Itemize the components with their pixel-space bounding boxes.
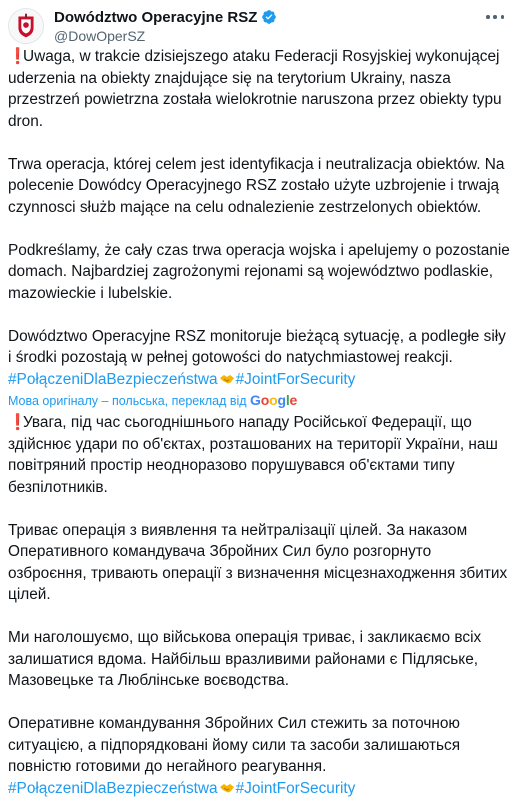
handshake-emoji-icon [219, 370, 235, 382]
original-paragraph-2: Trwa operacja, której celem jest identyfikacja i neutralizacja obiektów. Na polecenie Dowódcy Operacyjnego RSZ zostało użyte uzbrojenie i trwają czynnosci służb mające na celu odnalezienie zestrzelonych obiektów. [8, 155, 505, 216]
original-paragraph-3: Podkreślamy, że cały czas trwa operacja wojska i apelujemy o pozostanie domach. Najbardziej zagrożonymi rejonami są województwo podlaskie, mazowieckie i lubelskie. [8, 241, 510, 302]
translated-paragraph-2: Триває операція з виявлення та нейтралізації цілей. За наказом Оперативного командувача Збройних Сил було розгорнуто озброєння, тривають операції з визначення місцезнаходження збитих цілей. [8, 521, 508, 603]
hashtag-link[interactable]: #PołączeniDlaBezpieczeństwa [8, 779, 218, 797]
military-emblem-icon[interactable] [8, 8, 44, 44]
author-info [54, 8, 277, 44]
translation-notice[interactable]: Мова оригіналу – польська, переклад від Google [8, 392, 298, 408]
warning-icon: ❗ [8, 48, 28, 65]
translated-paragraph-1: ❗Увага, під час сьогоднішнього нападу Російської Федерації, що здійснює удари по об'єктах, розташованих на території України, наш повітряний простір неодноразово порушувався об'єктами типу безпілотників. [8, 414, 498, 496]
google-logo: Google [250, 392, 298, 408]
original-paragraph-4: Dowództwo Operacyjne RSZ monitoruje bieżącą sytuację, a podległe siły i środki pozostają w pełnej gotowości do natychmiastowej reakcji. #PołączeniDlaBezpieczeństwa #JointForSecurity [8, 327, 506, 388]
original-paragraph-1: ❗Uwaga, w trakcie dzisiejszego ataku Federacji Rosyjskiej wykonującej uderzenia na obiekty znajdujące się na terytorium Ukrainy, nasza przestrzeń powietrzna została wielokrotnie naruszona przez obiekty typu dron. [8, 48, 502, 130]
translated-paragraph-3: Ми наголошуємо, що військова операція триває, і закликаємо всіх залишатися вдома. Найбільш вразливими районами є Підляське, Мазовецьке та Люблінське воєводства. [8, 629, 482, 689]
verified-badge-icon [261, 9, 277, 25]
hashtag-link[interactable]: #JointForSecurity [235, 779, 356, 797]
handshake-emoji-icon [219, 779, 235, 791]
warning-icon: ❗ [8, 414, 28, 431]
translated-paragraph-4: Оперативне командування Збройних Сил стежить за поточною ситуацією, а підпорядковані йому сили та засоби залишаються повністю готовими до негайного реагування. #PołączeniDlaBezpieczeństwa #JointForSecurity [8, 715, 461, 797]
tweet-header [8, 6, 510, 50]
author-display-name[interactable]: Dowództwo Operacyjne RSZ [54, 8, 258, 26]
author-handle[interactable]: @DowOperSZ [54, 28, 146, 44]
tweet-body [8, 46, 510, 799]
more-options-icon[interactable] [484, 8, 506, 26]
hashtag-link[interactable]: #JointForSecurity [235, 370, 356, 388]
hashtag-link[interactable]: #PołączeniDlaBezpieczeństwa [8, 370, 218, 388]
